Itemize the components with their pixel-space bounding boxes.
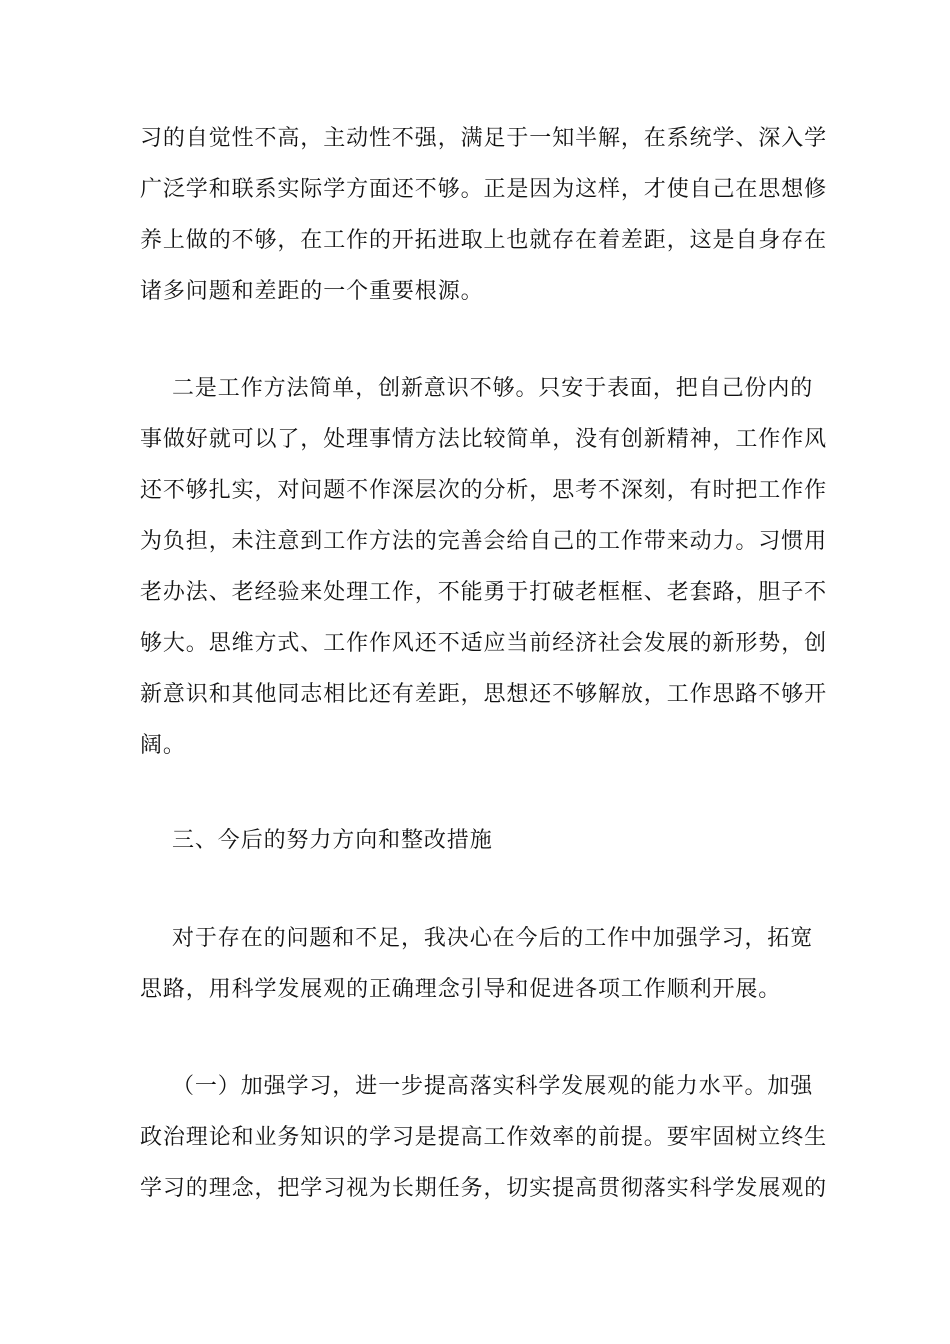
para4-line-3: 学习的理念，把学习视为长期任务，切实提高贯彻落实科学发展观的 <box>140 1176 828 1201</box>
para1-line-2: 广泛学和联系实际学方面还不够。正是因为这样，才使自己在思想修 <box>140 177 828 202</box>
para2-line-3: 还不够扎实，对问题不作深层次的分析，思考不深刻，有时把工作作 <box>140 478 828 503</box>
para3-line-1: 对于存在的问题和不足，我决心在今后的工作中加强学习，拓宽 <box>172 926 814 951</box>
para4-line-2: 政治理论和业务知识的学习是提高工作效率的前提。要牢固树立终生 <box>140 1125 828 1150</box>
para3-line-2: 思路，用科学发展观的正确理念引导和促进各项工作顺利开展。 <box>140 977 782 1002</box>
para2-line-7: 新意识和其他同志相比还有差距，思想还不够解放，工作思路不够开 <box>140 682 828 707</box>
para4-line-1: （一）加强学习，进一步提高落实科学发展观的能力水平。加强 <box>172 1074 814 1099</box>
para2-line-6: 够大。思维方式、工作作风还不适应当前经济社会发展的新形势，创 <box>140 631 828 656</box>
para2-line-8: 阔。 <box>140 733 186 758</box>
para2-line-2: 事做好就可以了，处理事情方法比较简单，没有创新精神，工作作风 <box>140 427 828 452</box>
para2-line-5: 老办法、老经验来处理工作，不能勇于打破老框框、老套路，胆子不 <box>140 580 828 605</box>
para2-line-1: 二是工作方法简单，创新意识不够。只安于表面，把自己份内的 <box>172 376 814 401</box>
para1-line-1: 习的自觉性不高，主动性不强，满足于一知半解，在系统学、深入学 <box>140 126 828 151</box>
para1-line-4: 诸多问题和差距的一个重要根源。 <box>140 279 484 304</box>
para1-line-3: 养上做的不够，在工作的开拓进取上也就存在着差距，这是自身存在 <box>140 228 828 253</box>
para2-line-4: 为负担，未注意到工作方法的完善会给自己的工作带来动力。习惯用 <box>140 529 828 554</box>
section-heading: 三、今后的努力方向和整改措施 <box>172 828 493 853</box>
